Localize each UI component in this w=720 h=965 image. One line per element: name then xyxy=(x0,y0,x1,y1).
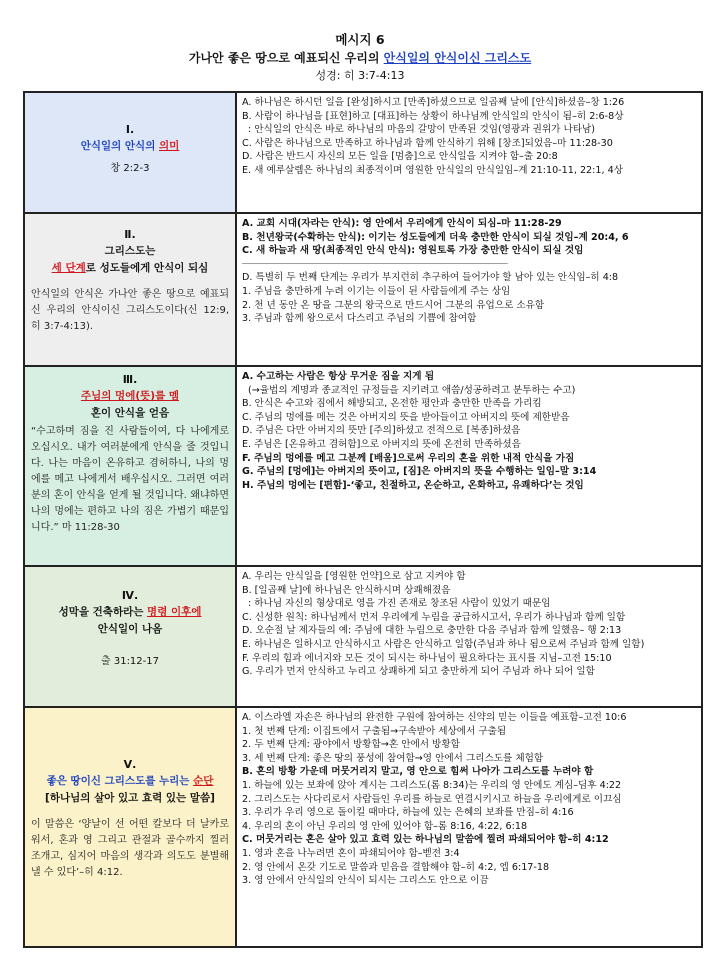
section-title xyxy=(31,371,229,422)
section-quote: “수고하며 짐을 진 사람들이여, 다 나에게로 오십시오. 내가 여러분에게 안식을 줄 것입니다. 나는 마음이 온유하고 겸허하니, 나의 멍에를 메고 나에게서 배우십시오. 그러면 여러분의 혼이 안식을 얻게 될 것입니다. 왜냐하면 나의 멍에는 편하고 나의 짐은 가볍기 때문입니다.” 마 11:28-30 xyxy=(31,426,229,533)
point-line: B. 안식은 수고와 짐에서 해방되고, 온전한 평안과 충만한 만족을 가리킴 xyxy=(242,398,542,410)
point-line: B. 사람이 하나님을 [표현]하고 [대표]하는 상황이 하나님께 안식일의 안식이 됨–히 2:6-8상 xyxy=(242,110,624,122)
point-line: F. 주님의 멍에를 메고 그분께 [배움]으로써 우리의 혼을 위한 내적 안식을 가짐 xyxy=(242,452,575,464)
point-line: D. 주님은 다만 아버지의 뜻만 [주의]하셨고 전적으로 [복종]하셨음 xyxy=(242,425,521,437)
point-line: A. 우리는 안식일을 [영원한 언약]으로 삼고 지켜야 함 xyxy=(242,571,466,582)
section-title-text: 로 성도들에게 안식이 되심 xyxy=(85,262,209,274)
section-title-emphasis: 주님의 멍에(뜻)를 멤 xyxy=(80,390,180,402)
page-title xyxy=(0,49,720,67)
title-highlight: 안식일의 안식이신 그리스도 xyxy=(383,51,532,65)
section-title xyxy=(31,756,229,807)
point-line: F. 우리의 힘과 에너지와 모든 것이 되시는 하나님이 필요하다는 표시를 지님–고전 15:10 xyxy=(242,652,612,664)
section-points xyxy=(236,566,702,707)
section-number: Ⅳ. xyxy=(121,589,139,602)
section-title xyxy=(31,587,229,638)
section-number: Ⅰ. xyxy=(125,123,135,136)
point-line: A. 수고하는 사람은 항상 무거운 짐을 지게 됨 xyxy=(242,371,435,382)
section-row xyxy=(24,707,702,947)
section-row xyxy=(24,366,702,566)
section-number: Ⅴ. xyxy=(123,758,137,771)
point-line: B. 천년왕국(수확하는 안식): 이기는 성도들에게 더욱 충만한 안식이 되실 것임–계 20:4, 6 xyxy=(242,231,629,243)
outline-table xyxy=(23,91,703,948)
section-heading-cell xyxy=(24,92,236,213)
point-line: E. 새 예루살렘은 하나님의 최종적이며 영원한 안식일의 안식일임–계 21:10-11, 22:1, 4상 xyxy=(242,164,623,176)
section-row xyxy=(24,566,702,707)
section-heading-cell xyxy=(24,366,236,566)
section-title-text: 혼이 안식을 얻음 xyxy=(90,407,170,419)
section-heading-cell xyxy=(24,213,236,366)
section-points xyxy=(236,366,702,566)
point-line: C. 주님의 멍에를 메는 것은 아버지의 뜻을 받아들이고 아버지의 뜻에 제한받음 xyxy=(242,411,570,423)
point-line: 2. 두 번째 단계: 광야에서 방황함→혼 안에서 방황함 xyxy=(242,739,460,751)
point-line: 3. 주님과 함께 왕으로서 다스리고 주님의 기쁨에 참여함 xyxy=(242,313,477,325)
point-line: D. 특별히 두 번째 단계는 우리가 부지런히 추구하여 들어가야 할 남아 있는 안식임–히 4:8 xyxy=(242,272,619,284)
section-title-text: 그리스도는 xyxy=(104,245,156,257)
section-title-emphasis: 의미 xyxy=(159,140,180,152)
section-heading-cell xyxy=(24,566,236,707)
point-line: G. 주님의 [멍에]는 아버지의 뜻이고, [짐]은 아버지의 뜻을 수행하는 일임–말 3:14 xyxy=(242,466,597,478)
section-title-text: 안식일의 안식의 xyxy=(80,140,159,152)
page-header xyxy=(0,0,720,84)
point-line: E. 주님은 [온유하고 겸허함]으로 아버지의 뜻에 온전히 만족하셨음 xyxy=(242,438,521,450)
section-points xyxy=(236,92,702,213)
point-line: 4. 우리의 혼이 아닌 우리의 영 안에 있어야 함–롬 8:16, 4:22, 6:18 xyxy=(242,820,528,832)
section-heading-cell xyxy=(24,707,236,947)
section-quote: 이 말씀은 ‘양날이 선 어떤 칼보다 더 날카로워서, 혼과 영 그리고 관절과 골수까지 찔러 조개고, 심지어 마음의 생각과 의도도 분별해 낼 수 있다’–히 4:12. xyxy=(31,819,229,878)
point-line: C. 신성한 원칙: 하나님께서 먼저 우리에게 누림을 공급하시고서, 우리가 하나님과 함께 일함 xyxy=(242,611,626,623)
point-line: G. 우리가 먼저 안식하고 누리고 상쾌하게 되고 충만하게 되어 주님과 하나 되어 일함 xyxy=(242,666,595,678)
section-title-text: [하나님의 살아 있고 효력 있는 말씀] xyxy=(45,792,215,804)
section-title-emphasis: 세 단계 xyxy=(51,262,86,274)
section-title-emphasis: 순단 xyxy=(193,775,214,787)
point-line: 3. 세 번째 단계: 좋은 땅의 풍성에 참여함→영 안에서 그리스도를 체험함 xyxy=(242,752,544,764)
section-reference: 창 2:2-3 xyxy=(110,163,150,174)
message-number: 메시지 6 xyxy=(335,32,385,47)
section-quote: 안식일의 안식은 가나안 좋은 땅으로 예표되신 우리의 안식이신 그리스도이다(신 12:9, 히 3:7-4:13). xyxy=(31,289,229,332)
point-line: B. [일곱째 날]에 하나님은 안식하시며 상쾌해졌음 xyxy=(242,584,451,596)
section-title xyxy=(31,121,229,155)
point-line: D. 사람은 반드시 자신의 모든 일을 [멈춤]으로 안식일을 지켜야 함–출 20:8 xyxy=(242,151,558,163)
divider: ────────────────────────────────────────────── xyxy=(242,258,508,270)
point-line: A. 교회 시대(자라는 안식): 영 안에서 우리에게 안식이 되심–마 11:28-29 xyxy=(242,218,562,229)
section-points xyxy=(236,707,702,947)
section-title-text: 좋은 땅이신 그리스도를 누리는 xyxy=(46,775,194,787)
scripture-reference: 성경: 히 3:7-4:13 xyxy=(315,69,405,82)
point-line: A. 이스라엘 자손은 하나님의 완전한 구원에 참여하는 신약의 믿는 이들을 예표함–고전 10:6 xyxy=(242,712,627,723)
point-line: H. 주님의 멍에는 [편함]-‘좋고, 친절하고, 온순하고, 온화하고, 유쾌하다’는 것임 xyxy=(242,479,584,491)
point-line: : 하나님 자신의 형상대로 영을 가진 존재로 창조된 사람이 있었기 때문임 xyxy=(248,598,551,610)
section-number: Ⅲ. xyxy=(122,373,138,386)
section-points xyxy=(236,213,702,366)
point-line: 3. 영 안에서 안식일의 안식이 되시는 그리스도 안으로 이끔 xyxy=(242,875,489,887)
point-line: 2. 영 안에서 온갖 기도로 말씀과 믿음을 결합해야 함–히 4:2, 엡 6:17-18 xyxy=(242,861,550,873)
point-line: A. 하나님은 하시던 일을 [완성]하시고 [만족]하셨으므로 일곱째 날에 [안식]하셨음–창 1:26 xyxy=(242,97,625,108)
point-line: 2. 그리스도는 사다리로서 사람들인 우리를 하늘로 연결시키시고 하늘을 우리에게로 이끄심 xyxy=(242,793,622,805)
section-title-text: 안식일이 나옴 xyxy=(97,623,163,635)
point-line: C. 사람은 하나님으로 만족하고 하나님과 함께 안식하기 위해 [창조]되었음–마 11:28-30 xyxy=(242,137,613,149)
point-line: D. 오순절 날 제자들의 예: 주님에 대한 누림으로 충만한 다음 주님과 함께 일했음– 행 2:13 xyxy=(242,625,622,637)
section-title-text: 성막을 건축하라는 xyxy=(58,606,148,618)
point-line: 1. 영과 혼을 나누려면 혼이 파쇄되어야 함–벧전 3:4 xyxy=(242,847,460,859)
point-line: (→율법의 계명과 종교적인 규정들을 지키려고 애씀/성공하려고 분투하는 수고) xyxy=(248,384,576,396)
title-prefix: 가나안 좋은 땅으로 예표되신 우리의 xyxy=(188,51,380,65)
point-line: C. 머뭇거리는 혼은 살아 있고 효력 있는 하나님의 말씀에 찔려 파쇄되어야 함–히 4:12 xyxy=(242,834,609,846)
point-line: B. 혼의 방황 가운데 머뭇거리지 말고, 영 안으로 힘써 나아가 그리스도를 누려야 함 xyxy=(242,766,594,778)
section-title-emphasis: 명령 이후에 xyxy=(147,606,202,618)
section-number: Ⅱ. xyxy=(124,228,136,241)
section-row xyxy=(24,213,702,366)
point-line: 1. 하늘에 있는 보좌에 앉아 계시는 그리스도(롬 8:34)는 우리의 영 안에도 계심–딤후 4:22 xyxy=(242,779,622,791)
point-line: : 안식일의 안식은 바로 하나님의 마음의 갈망이 만족된 것임(영광과 권위가 나타남) xyxy=(248,124,596,136)
point-line: 1. 첫 번째 단계: 이집트에서 구출됨→구속받아 세상에서 구출됨 xyxy=(242,725,507,737)
point-line: 2. 천 년 동안 온 땅을 그분의 왕국으로 만드시어 그분의 유업으로 소유함 xyxy=(242,299,545,311)
point-line: C. 새 하늘과 새 땅(최종적인 안식 안식): 영원토록 가장 충만한 안식이 되실 것임 xyxy=(242,245,584,257)
point-line: 1. 주님을 충만하게 누려 이기는 이들이 된 사람들에게 주는 상임 xyxy=(242,285,511,297)
section-reference: 출 31:12-17 xyxy=(101,656,159,667)
section-title xyxy=(31,226,229,277)
point-line: E. 하나님은 일하시고 안식하시고 사람은 안식하고 일함(주님과 하나 됨으로써 주님과 함께 일함) xyxy=(242,638,645,650)
section-row xyxy=(24,92,702,213)
point-line: 3. 우리가 우리 영으로 돌이킬 때마다, 하늘에 있는 은혜의 보좌를 만짐–히 4:16 xyxy=(242,807,574,819)
